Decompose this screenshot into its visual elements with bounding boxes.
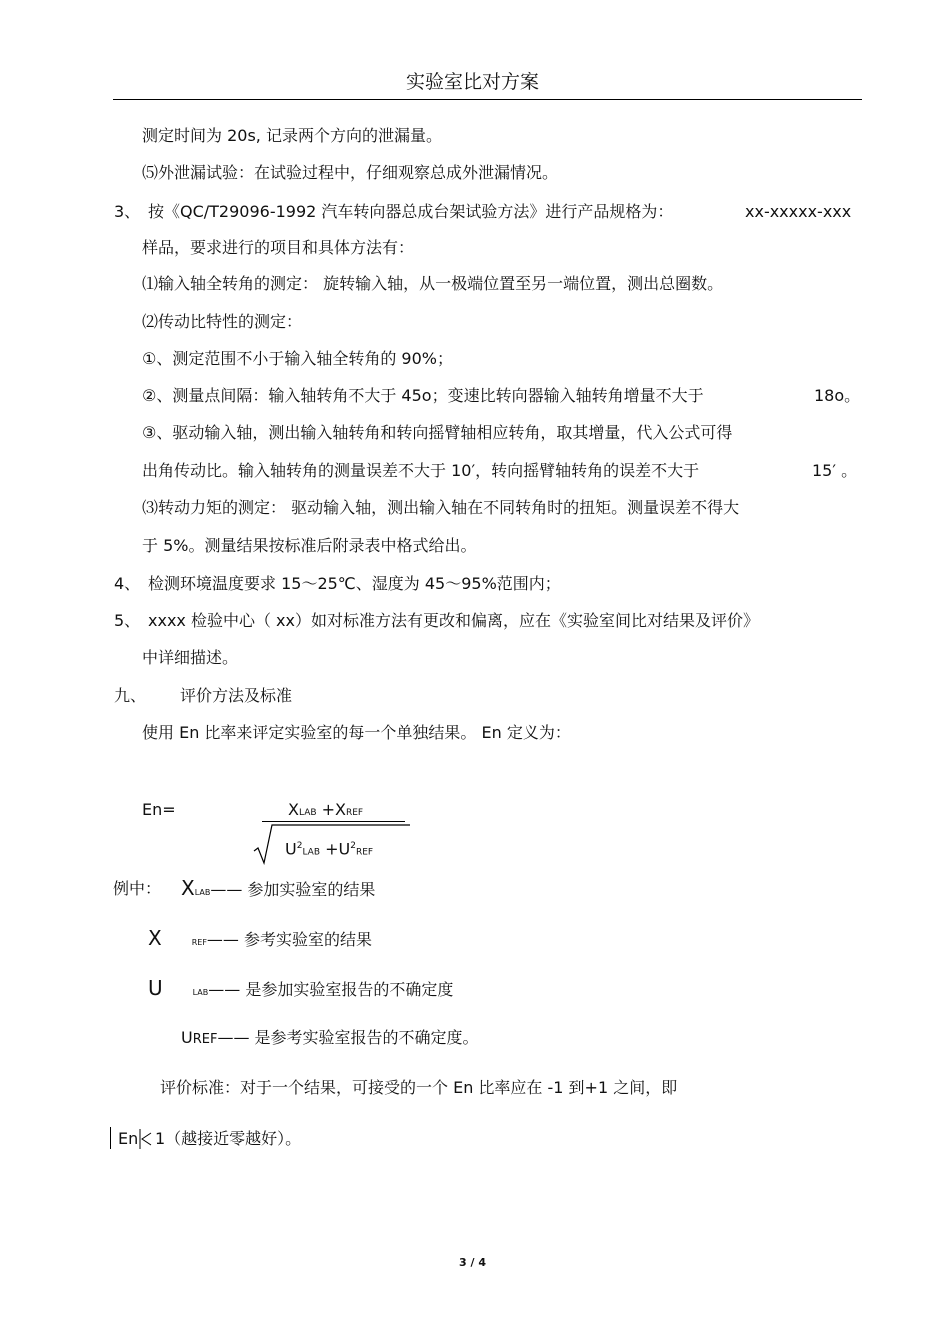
text-line: ⑶转动力矩的测定： 驱动输入轴，测出输入轴在不同转角时的扭矩。测量误差不得大: [142, 498, 740, 517]
text-line: ⑴输入轴全转角的测定： 旋转输入轴，从一极端位置至另一端位置，测出总圈数。: [142, 274, 724, 293]
header-rule: [113, 99, 862, 100]
text-line: 检测环境温度要求 15～25℃、湿度为 45～95%范围内；: [148, 574, 561, 593]
criteria-en: En: [118, 1129, 139, 1148]
def-text: —— 是参考实验室报告的不确定度。: [217, 1028, 479, 1047]
def-symbol: U: [181, 1028, 193, 1047]
formula-subscript: LAB: [298, 808, 317, 818]
text-line: ⑸外泄漏试验：在试验过程中，仔细观察总成外泄漏情况。: [142, 163, 559, 182]
text-line: 样品，要求进行的项目和具体方法有：: [142, 238, 415, 257]
list-number: 3、: [114, 202, 141, 221]
less-than-sign-icon: [139, 1128, 153, 1150]
list-number: 4、: [114, 574, 141, 593]
formula-symbol: U: [285, 839, 297, 859]
page-title: 实验室比对方案: [406, 71, 540, 93]
list-number: 5、: [114, 611, 141, 630]
text-line: 中详细描述。: [142, 648, 239, 667]
formula-subscript: REF: [355, 847, 374, 858]
definition-line: [181, 878, 375, 903]
def-text: —— 参考实验室的结果: [206, 930, 373, 949]
formula-subscript: REF: [345, 808, 364, 818]
text-line: 出角传动比。输入轴转角的测量误差不大于 10′，转向摇臂轴转角的误差不大于: [142, 461, 700, 480]
text-line: ⑵传动比特性的测定：: [142, 312, 303, 331]
text-line: ②、测量点间隔：输入轴转角不大于 45o；变速比转向器输入轴转角增量不大于: [142, 386, 704, 405]
def-text: —— 参加实验室的结果: [210, 880, 376, 899]
text-line: 于 5%。测量结果按标准后附录表中格式给出。: [142, 536, 477, 555]
criteria-rest: 1（越接近零越好）。: [155, 1129, 302, 1148]
def-subscript: LAB: [194, 888, 211, 897]
def-symbol: X: [181, 876, 195, 900]
formula-operator: +X: [316, 800, 346, 819]
def-text: —— 是参加实验室报告的不确定度: [208, 980, 454, 999]
definition-line: [148, 978, 453, 1003]
text-line: ①、测定范围不小于输入轴全转角的 90%；: [142, 349, 453, 368]
formula-lhs: En=: [142, 800, 176, 819]
def-symbol: U: [148, 976, 163, 1000]
text-line: 15′ 。: [812, 461, 858, 480]
text-line: 测定时间为 20s, 记录两个方向的泄漏量。: [142, 126, 442, 145]
formula-operator: +U: [320, 839, 351, 859]
formula-subscript: LAB: [302, 847, 321, 858]
defs-prefix: 例中：: [113, 879, 162, 898]
formula-superscript: 2: [350, 841, 356, 851]
def-subscript: REF: [191, 938, 207, 947]
formula-numerator: [288, 800, 363, 823]
def-subscript: REF: [192, 1032, 218, 1047]
criteria-abs-bar: [110, 1127, 111, 1149]
text-line: ③、驱动输入轴，测出输入轴转角和转向摇臂轴相应转角，取其增量，代入公式可得: [142, 423, 733, 442]
product-code: xx-xxxxx-xxx: [745, 202, 852, 221]
formula-denominator: [285, 836, 373, 862]
page-number: 3 / 4: [459, 1256, 486, 1269]
definition-line: [148, 928, 372, 953]
def-symbol: X: [148, 926, 162, 950]
text-line: 18o。: [814, 386, 861, 405]
section-number: 九、: [114, 686, 147, 705]
def-subscript: LAB: [192, 988, 209, 997]
section-heading: 评价方法及标准: [180, 686, 293, 705]
text-line: 使用 En 比率来评定实验室的每一个单独结果。 En 定义为：: [142, 723, 571, 742]
definition-line: [181, 1028, 479, 1050]
formula-symbol: X: [288, 800, 299, 819]
formula-superscript: 2: [296, 841, 303, 851]
criteria-line: 评价标准：对于一个结果，可接受的一个 En 比率应在 -1 到+1 之间，即: [160, 1078, 678, 1097]
text-line: xxxx 检验中心（ xx）如对标准方法有更改和偏离，应在《实验室间比对结果及评价》: [148, 611, 759, 630]
text-line: 按《QC/T29096-1992 汽车转向器总成台架试验方法》进行产品规格为：: [148, 202, 674, 221]
